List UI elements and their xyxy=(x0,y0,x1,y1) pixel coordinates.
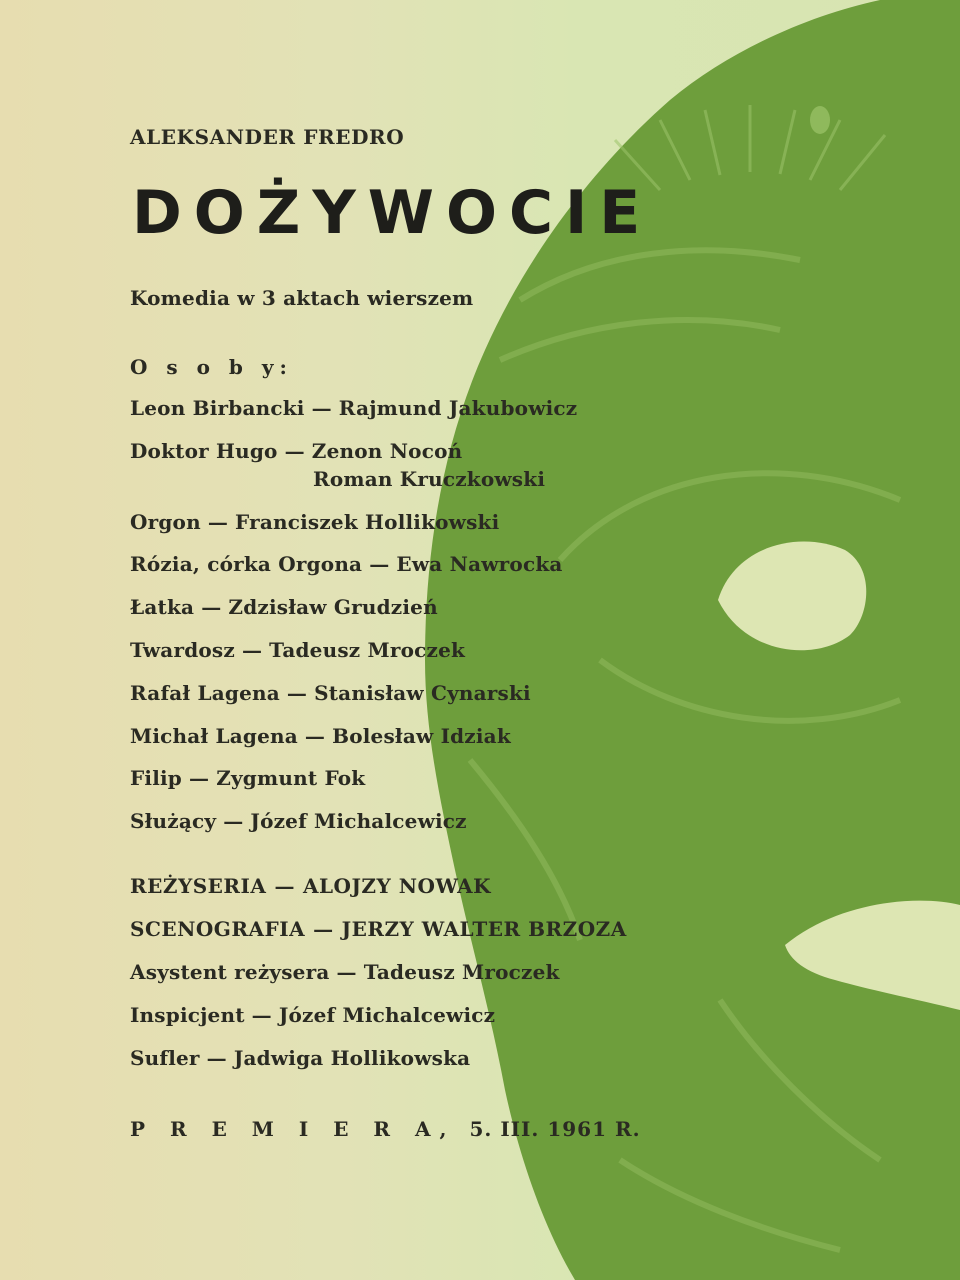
cast-actor: Rajmund Jakubowicz xyxy=(338,396,578,420)
premiere-date: 5. III. 1961 R. xyxy=(469,1117,641,1141)
cast-actor: Stanisław Cynarski xyxy=(314,681,531,705)
cast-role: Łatka xyxy=(130,595,195,619)
cast-role: Michał Lagena xyxy=(130,724,298,748)
cast-role: Służący xyxy=(130,809,217,833)
play-subtitle: Komedia w 3 aktach wierszem xyxy=(130,286,474,310)
cast-header: O s o b y: xyxy=(130,355,293,379)
cast-role: Leon Birbancki xyxy=(130,396,305,420)
cast-role: Twardosz xyxy=(130,638,235,662)
credit-row-scenography: SCENOGRAFIA — JERZY WALTER BRZOZA xyxy=(130,917,627,941)
premiere-line xyxy=(130,1117,641,1141)
cast-actor: Ewa Nawrocka xyxy=(396,552,563,576)
cast-row: Łatka — Zdzisław Grudzień xyxy=(130,595,438,619)
author-name: ALEKSANDER FREDRO xyxy=(130,125,405,149)
cast-actor: Józef Michalcewicz xyxy=(250,809,467,833)
cast-role: Rafał Lagena xyxy=(130,681,280,705)
credit-row-director: REŻYSERIA — ALOJZY NOWAK xyxy=(130,874,492,898)
cast-role: Rózia, córka Orgona xyxy=(130,552,363,576)
cast-actor: Zdzisław Grudzień xyxy=(228,595,438,619)
credit-row: Sufler — Jadwiga Hollikowska xyxy=(130,1046,471,1070)
cast-row: Leon Birbancki — Rajmund Jakubowicz xyxy=(130,396,578,420)
cast-actor-alternate: Roman Kruczkowski xyxy=(313,467,546,491)
cast-actor: Tadeusz Mroczek xyxy=(269,638,466,662)
cast-row: Rózia, córka Orgona — Ewa Nawrocka xyxy=(130,552,563,576)
cast-actor: Franciszek Hollikowski xyxy=(235,510,500,534)
cast-role: Orgon xyxy=(130,510,201,534)
cast-actor: Bolesław Idziak xyxy=(332,724,511,748)
cast-row: Filip — Zygmunt Fok xyxy=(130,766,366,790)
cast-row: Michał Lagena — Bolesław Idziak xyxy=(130,724,511,748)
cast-actor: Zygmunt Fok xyxy=(216,766,366,790)
cast-role: Filip xyxy=(130,766,182,790)
cast-row: Doktor Hugo — Zenon Nocoń xyxy=(130,439,463,463)
cast-row: Orgon — Franciszek Hollikowski xyxy=(130,510,500,534)
cast-row: Rafał Lagena — Stanisław Cynarski xyxy=(130,681,531,705)
cast-row: Służący — Józef Michalcewicz xyxy=(130,809,467,833)
credit-row: Inspicjent — Józef Michalcewicz xyxy=(130,1003,496,1027)
premiere-label: P R E M I E R A, xyxy=(130,1117,456,1141)
credit-row: Asystent reżysera — Tadeusz Mroczek xyxy=(130,960,560,984)
cast-row: Twardosz — Tadeusz Mroczek xyxy=(130,638,466,662)
cast-role: Doktor Hugo xyxy=(130,439,278,463)
play-title: DOŻYWOCIE xyxy=(132,178,653,248)
cast-actor: Zenon Nocoń xyxy=(311,439,463,463)
